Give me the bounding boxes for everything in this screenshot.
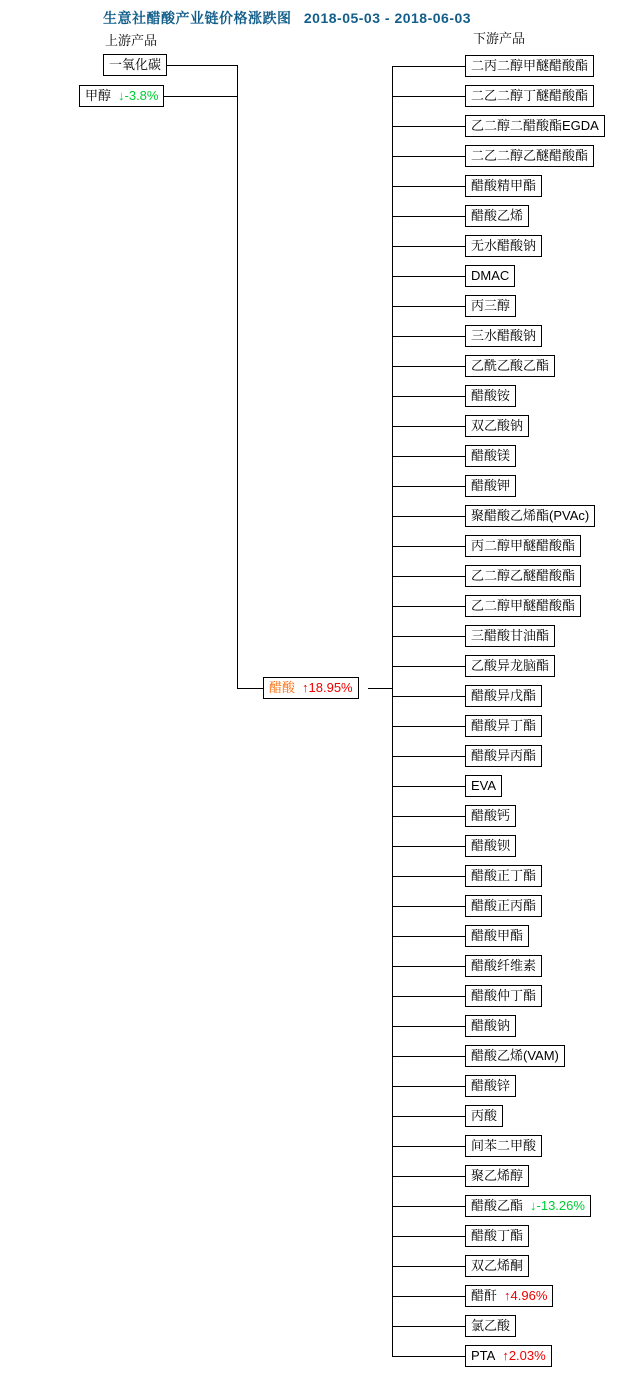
product-name: 聚醋酸乙烯酯(PVAc) — [471, 508, 590, 523]
connector-hline — [392, 456, 465, 457]
product-name: 醋酸钠 — [471, 1018, 511, 1033]
product-name: EVA — [471, 778, 497, 793]
downstream-node-33[interactable] — [465, 1045, 565, 1067]
product-name: PTA — [471, 1348, 496, 1363]
page-title-text: 生意社醋酸产业链价格涨跌图 — [103, 10, 292, 26]
product-name: 醋酸钙 — [471, 808, 511, 823]
connector-hline — [392, 96, 465, 97]
connector-hline — [392, 906, 465, 907]
product-name: 醋酸乙烯 — [471, 208, 524, 223]
downstream-node-31[interactable] — [465, 985, 542, 1007]
product-name: 二丙二醇甲醚醋酸酯 — [471, 58, 589, 73]
connector-hline — [392, 366, 465, 367]
downstream-node-6[interactable] — [465, 235, 542, 257]
center-node-acetic-acid[interactable] — [263, 677, 359, 699]
product-name: 间苯二甲酸 — [471, 1138, 537, 1153]
downstream-node-28[interactable] — [465, 895, 542, 917]
product-name: 乙酰乙酸乙酯 — [471, 358, 550, 373]
product-name: 醋酸仲丁酯 — [471, 988, 537, 1003]
downstream-node-11[interactable] — [465, 385, 516, 407]
product-name: 无水醋酸钠 — [471, 238, 537, 253]
product-name: 三水醋酸钠 — [471, 328, 537, 343]
downstream-node-10[interactable] — [465, 355, 555, 377]
connector-hline — [392, 486, 465, 487]
product-name: 乙酸异龙脑酯 — [471, 658, 550, 673]
downstream-node-20[interactable] — [465, 655, 555, 677]
connector-hline — [392, 336, 465, 337]
connector-hline — [392, 816, 465, 817]
product-name: 氯乙酸 — [471, 1318, 511, 1333]
connector-hline — [392, 1086, 465, 1087]
product-name: 醋酸精甲酯 — [471, 178, 537, 193]
downstream-node-41[interactable] — [465, 1285, 553, 1307]
connector-hline — [392, 1236, 465, 1237]
downstream-node-42[interactable] — [465, 1315, 516, 1337]
product-name: 醋酸锌 — [471, 1078, 511, 1093]
downstream-node-35[interactable] — [465, 1105, 503, 1127]
connector-hline — [392, 876, 465, 877]
downstream-node-0[interactable] — [465, 55, 594, 77]
downstream-node-37[interactable] — [465, 1165, 529, 1187]
downstream-node-16[interactable] — [465, 535, 581, 557]
downstream-node-9[interactable] — [465, 325, 542, 347]
downstream-node-19[interactable] — [465, 625, 555, 647]
product-name: 丙酸 — [471, 1108, 498, 1123]
product-name: 醋酸乙烯(VAM) — [471, 1048, 559, 1063]
connector-hline — [392, 1326, 465, 1327]
product-name: 醋酸甲酯 — [471, 928, 524, 943]
product-name: 醋酸乙酯 — [471, 1198, 524, 1213]
downstream-header: 下游产品 — [473, 31, 526, 46]
downstream-node-39[interactable] — [465, 1225, 529, 1247]
page-title-dates: 2018-05-03 - 2018-06-03 — [303, 10, 472, 26]
product-name: 丙二醇甲醚醋酸酯 — [471, 538, 576, 553]
connector-hline — [392, 1026, 465, 1027]
connector-hline — [392, 1176, 465, 1177]
downstream-node-13[interactable] — [465, 445, 516, 467]
product-name: 丙三醇 — [471, 298, 511, 313]
upstream-node-1[interactable] — [79, 85, 164, 107]
product-name: 醋酐 — [471, 1288, 498, 1303]
price-up-arrow-and-value: ↑4.96% — [504, 1288, 548, 1303]
downstream-node-18[interactable] — [465, 595, 581, 617]
connector-hline — [392, 966, 465, 967]
downstream-node-7[interactable] — [465, 265, 515, 287]
downstream-node-8[interactable] — [465, 295, 516, 317]
downstream-node-43[interactable] — [465, 1345, 552, 1367]
price-up-arrow-and-value: ↑2.03% — [502, 1348, 546, 1363]
connector-hline — [392, 396, 465, 397]
product-name: 醋酸异戊酯 — [471, 688, 537, 703]
product-name: 三醋酸甘油酯 — [471, 628, 550, 643]
product-name: 醋酸正丙酯 — [471, 898, 537, 913]
connector-hline — [392, 996, 465, 997]
connector-hline — [392, 546, 465, 547]
product-name: 醋酸钡 — [471, 838, 511, 853]
downstream-node-24[interactable] — [465, 775, 502, 797]
connector-hline — [166, 65, 237, 66]
connector-hline — [392, 1206, 465, 1207]
downstream-node-25[interactable] — [465, 805, 516, 827]
downstream-node-1[interactable] — [465, 85, 594, 107]
product-name: 醋酸 — [269, 680, 296, 695]
downstream-node-27[interactable] — [465, 865, 542, 887]
product-name: 乙二醇甲醚醋酸酯 — [471, 598, 576, 613]
downstream-node-36[interactable] — [465, 1135, 542, 1157]
connector-hline — [392, 1146, 465, 1147]
connector-hline — [392, 726, 465, 727]
connector-hline — [392, 1056, 465, 1057]
connector-hline — [392, 426, 465, 427]
downstream-node-32[interactable] — [465, 1015, 516, 1037]
connector-hline — [163, 96, 237, 97]
product-name: 甲醇 — [85, 88, 112, 103]
connector-hline — [392, 696, 465, 697]
connector-hline — [392, 756, 465, 757]
downstream-node-23[interactable] — [465, 745, 542, 767]
connector-hline — [392, 936, 465, 937]
downstream-node-5[interactable] — [465, 205, 529, 227]
downstream-node-2[interactable] — [465, 115, 605, 137]
connector-hline — [392, 516, 465, 517]
upstream-header: 上游产品 — [105, 33, 158, 48]
downstream-node-30[interactable] — [465, 955, 542, 977]
product-name: 醋酸镁 — [471, 448, 511, 463]
product-name: 一氧化碳 — [109, 57, 162, 72]
product-name: 醋酸钾 — [471, 478, 511, 493]
product-name: 乙二醇二醋酸酯EGDA — [471, 118, 599, 133]
downstream-node-29[interactable] — [465, 925, 529, 947]
downstream-node-14[interactable] — [465, 475, 516, 497]
product-name: 二乙二醇丁醚醋酸酯 — [471, 88, 589, 103]
product-name: 醋酸异丁酯 — [471, 718, 537, 733]
downstream-node-38[interactable] — [465, 1195, 591, 1217]
upstream-node-0[interactable] — [103, 54, 167, 76]
product-name: 醋酸丁酯 — [471, 1228, 524, 1243]
connector-hline — [392, 576, 465, 577]
downstream-node-3[interactable] — [465, 145, 594, 167]
connector-hline — [392, 126, 465, 127]
downstream-node-17[interactable] — [465, 565, 581, 587]
connector-hline — [392, 276, 465, 277]
downstream-node-4[interactable] — [465, 175, 542, 197]
product-name: DMAC — [471, 268, 510, 283]
page-title — [103, 8, 471, 28]
connector-hline — [392, 156, 465, 157]
connector-vline — [237, 65, 238, 688]
downstream-node-15[interactable] — [465, 505, 595, 527]
connector-hline — [392, 636, 465, 637]
connector-hline — [368, 688, 392, 689]
product-name: 醋酸正丁酯 — [471, 868, 537, 883]
connector-hline — [392, 786, 465, 787]
connector-hline — [392, 666, 465, 667]
connector-hline — [392, 306, 465, 307]
connector-hline — [392, 1356, 465, 1357]
product-name: 双乙酸钠 — [471, 418, 524, 433]
product-name: 醋酸异丙酯 — [471, 748, 537, 763]
product-name: 醋酸铵 — [471, 388, 511, 403]
product-name: 聚乙烯醇 — [471, 1168, 524, 1183]
downstream-node-26[interactable] — [465, 835, 516, 857]
price-up-arrow-and-value: ↑18.95% — [302, 680, 353, 695]
product-name: 二乙二醇乙醚醋酸酯 — [471, 148, 589, 163]
connector-hline — [392, 66, 465, 67]
connector-hline — [392, 846, 465, 847]
connector-hline — [392, 1116, 465, 1117]
connector-hline — [392, 186, 465, 187]
price-down-arrow-and-value: ↓-3.8% — [118, 88, 159, 103]
downstream-node-22[interactable] — [465, 715, 542, 737]
downstream-node-12[interactable] — [465, 415, 529, 437]
downstream-node-40[interactable] — [465, 1255, 529, 1277]
product-name: 乙二醇乙醚醋酸酯 — [471, 568, 576, 583]
connector-vline — [392, 66, 393, 1357]
product-name: 醋酸纤维素 — [471, 958, 537, 973]
connector-hline — [392, 1296, 465, 1297]
price-down-arrow-and-value: ↓-13.26% — [530, 1198, 585, 1213]
connector-hline — [392, 1266, 465, 1267]
product-name: 双乙烯酮 — [471, 1258, 524, 1273]
connector-hline — [237, 688, 263, 689]
downstream-node-34[interactable] — [465, 1075, 516, 1097]
connector-hline — [392, 246, 465, 247]
downstream-node-21[interactable] — [465, 685, 542, 707]
connector-hline — [392, 216, 465, 217]
connector-hline — [392, 606, 465, 607]
